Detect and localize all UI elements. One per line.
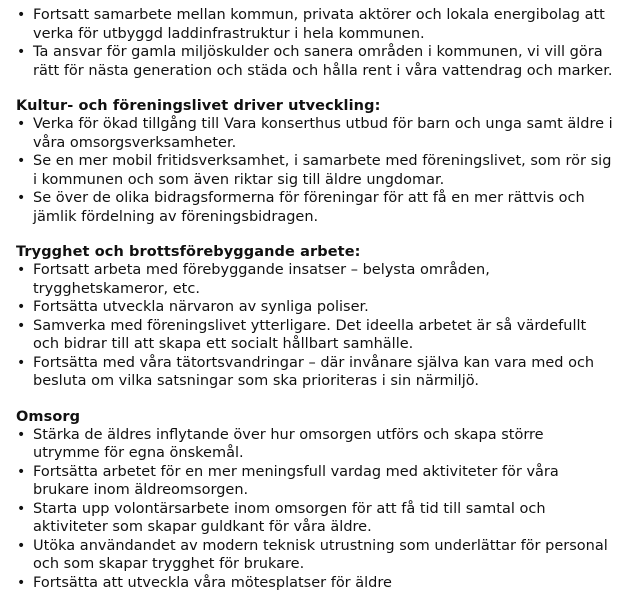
bullet-icon: •: [17, 190, 26, 206]
list-item-text: Fortsätta med våra tätortsvandringar – där invånare själva kan vara med och besluta om vilka satsningar som ska prioriteras i sin närmiljö.: [33, 354, 595, 389]
list-item-text: Fortsätta att utveckla våra mötesplatser för äldre: [33, 574, 392, 591]
bullet-icon: •: [17, 574, 26, 591]
bullet-icon: •: [17, 299, 26, 315]
list-item: [16, 500, 613, 537]
bullet-icon: •: [17, 153, 26, 169]
list-item-text: Se en mer mobil fritidsverksamhet, i samarbete med föreningslivet, som rör sig i kommunen och som även riktar sig till äldre ungdomar.: [33, 153, 612, 188]
list-item: [16, 537, 613, 574]
bullet-icon: •: [17, 116, 26, 132]
section-safety: [16, 243, 613, 391]
bullet-icon: •: [17, 463, 26, 480]
section-heading: Omsorg: [16, 408, 81, 425]
bullet-icon: •: [17, 537, 26, 554]
list-item-text: Samverka med föreningslivet ytterligare. Det ideella arbetet är så värdefullt och bidrar till att skapa ett socialt hållbart samhälle.: [33, 317, 587, 352]
list-item: [16, 6, 613, 43]
list-item: [16, 463, 613, 500]
bullet-icon: •: [17, 426, 26, 443]
list-item-text: Fortsätta arbetet för en mer meningsfull vardag med aktiviteter för våra brukare inom äldreomsorgen.: [33, 463, 559, 498]
list-item: [16, 189, 613, 226]
bullet-list: [16, 115, 613, 226]
list-item-text: Utöka användandet av modern teknisk utrustning som underlättar för personal och som skapar trygghet för brukare.: [33, 537, 608, 572]
list-item: [16, 426, 613, 463]
bullet-icon: •: [17, 354, 26, 371]
list-item: [16, 115, 613, 152]
list-item: [16, 574, 613, 593]
list-item-text: Starta upp volontärsarbete inom omsorgen för att få tid till samtal och aktiviteter som skapar guldkant för våra äldre.: [33, 500, 546, 535]
list-item-text: Verka för ökad tillgång till Vara konserthus utbud för barn och unga samt äldre i våra omsorgsverksamheter.: [33, 116, 613, 151]
bullet-list: [16, 261, 613, 391]
list-item: [16, 261, 613, 298]
section-heading: Kultur- och föreningslivet driver utveckling:: [16, 98, 381, 114]
bullet-icon: •: [17, 262, 26, 278]
list-item-text: Stärka de äldres inflytande över hur omsorgen utförs och skapa större utrymme för egna önskemål.: [33, 426, 544, 461]
list-item: [16, 152, 613, 189]
list-item: [16, 43, 613, 80]
list-item: [16, 298, 613, 317]
list-item: [16, 317, 613, 354]
list-item-text: Fortsatt arbeta med förebyggande insatser – belysta områden, trygghetskameror, etc.: [33, 262, 490, 297]
list-item-text: Fortsatt samarbete mellan kommun, privata aktörer och lokala energibolag att verka för utbyggd laddinfrastruktur i hela kommunen.: [33, 7, 605, 42]
bullet-list: [16, 6, 613, 80]
bullet-icon: •: [17, 7, 26, 23]
section-care: [16, 408, 613, 593]
section-heading: Trygghet och brottsförebyggande arbete:: [16, 244, 361, 260]
list-item-text: Fortsätta utveckla närvaron av synliga poliser.: [33, 299, 369, 315]
list-item-text: Se över de olika bidragsformerna för föreningar för att få en mer rättvis och jämlik fördelning av föreningsbidragen.: [33, 190, 585, 225]
section-environment: [16, 6, 613, 80]
bullet-icon: •: [17, 44, 26, 60]
list-item-text: Ta ansvar för gamla miljöskulder och sanera områden i kommunen, vi vill göra rätt för nästa generation och städa och hålla rent i våra vattendrag och marker.: [33, 44, 613, 79]
bullet-list: [16, 426, 613, 593]
bullet-icon: •: [17, 317, 26, 334]
section-culture: [16, 97, 613, 226]
bullet-icon: •: [17, 500, 26, 517]
list-item: [16, 354, 613, 391]
